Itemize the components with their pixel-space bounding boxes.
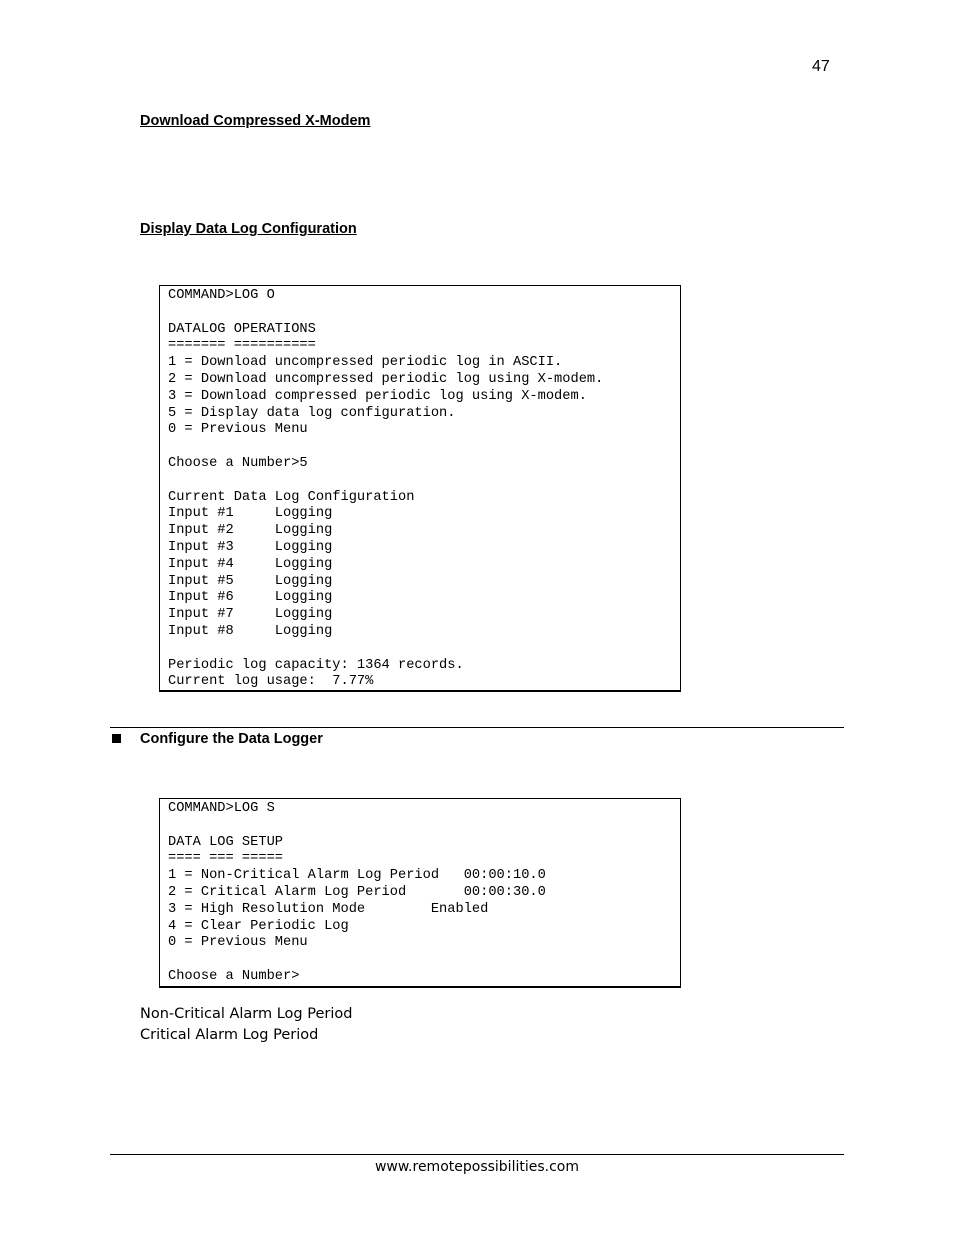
terminal-line: DATA LOG SETUP [168, 834, 283, 850]
terminal-line: 4 = Clear Periodic Log [168, 918, 349, 934]
terminal-line: 0 = Previous Menu [168, 935, 308, 951]
heading-display-data-log-configuration: Display Data Log Configuration [140, 221, 357, 237]
section-divider [110, 727, 844, 728]
terminal-line: COMMAND>LOG S [168, 801, 275, 816]
terminal-line: Input #8 Logging [168, 623, 333, 639]
heading-download-compressed-xmodem: Download Compressed X-Modem [140, 113, 371, 129]
terminal-line: Input #4 Logging [168, 556, 333, 572]
param-critical-alarm-log-period: Critical Alarm Log Period [140, 1027, 319, 1043]
terminal-line: Current Data Log Configuration [168, 489, 415, 505]
terminal-line: Periodic log capacity: 1364 records. [168, 657, 464, 673]
terminal-line: 1 = Non-Critical Alarm Log Period 00:00:10.0 [168, 868, 546, 884]
terminal-line: COMMAND>LOG O [168, 288, 275, 303]
terminal-line [168, 439, 672, 456]
footer-divider [110, 1154, 844, 1155]
section-title: Configure the Data Logger [140, 731, 323, 747]
terminal-line: 5 = Display data log configuration. [168, 405, 456, 421]
terminal-line: ==== === ===== [168, 851, 283, 867]
terminal-log-o [159, 285, 681, 692]
square-bullet-icon [112, 734, 121, 743]
terminal-line [168, 818, 672, 835]
terminal-line: 0 = Previous Menu [168, 422, 308, 438]
terminal-line: 1 = Download uncompressed periodic log in ASCII. [168, 355, 563, 371]
param-non-critical-alarm-log-period: Non-Critical Alarm Log Period [140, 1006, 353, 1022]
footer-url: www.remotepossibilities.com [374, 1159, 579, 1175]
terminal-line: 2 = Critical Alarm Log Period 00:00:30.0 [168, 884, 546, 900]
terminal-line: ======= ========== [168, 338, 316, 354]
terminal-line: Input #2 Logging [168, 523, 333, 539]
terminal-line [168, 952, 672, 969]
terminal-line: Input #3 Logging [168, 539, 333, 555]
terminal-line: Input #5 Logging [168, 573, 333, 589]
terminal-line: 3 = Download compressed periodic log using X-modem. [168, 388, 587, 404]
terminal-line: Input #7 Logging [168, 607, 333, 623]
terminal-line: Input #6 Logging [168, 590, 333, 606]
terminal-log-s [159, 798, 681, 988]
terminal-line [168, 473, 672, 490]
terminal-line: Choose a Number>5 [168, 455, 308, 471]
terminal-line: 2 = Download uncompressed periodic log using X-modem. [168, 371, 604, 387]
terminal-line [168, 641, 672, 658]
terminal-line: DATALOG OPERATIONS [168, 321, 316, 337]
terminal-line: Input #1 Logging [168, 506, 333, 522]
terminal-line: Choose a Number> [168, 968, 300, 984]
page-number: 47 [812, 58, 830, 75]
terminal-line: Current log usage: 7.77% [168, 674, 374, 690]
terminal-line: 3 = High Resolution Mode Enabled [168, 901, 489, 917]
terminal-line [168, 305, 672, 322]
